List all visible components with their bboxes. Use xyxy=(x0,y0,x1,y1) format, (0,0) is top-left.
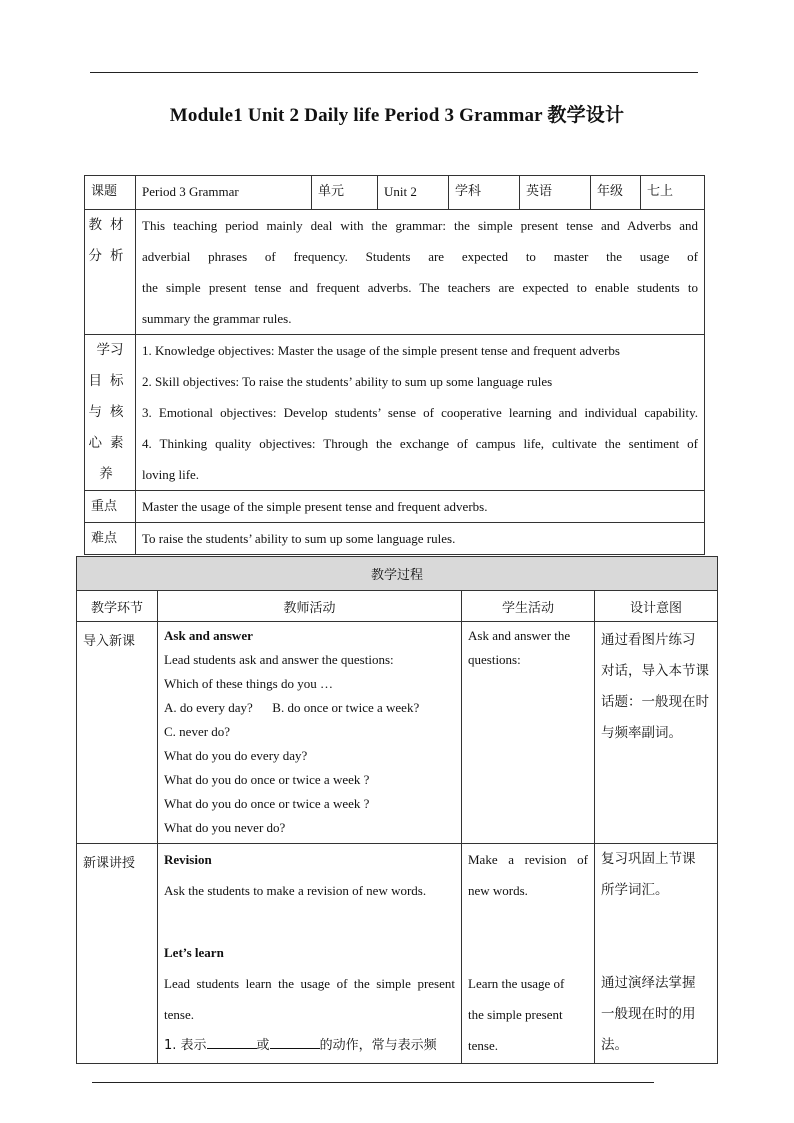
blank-1 xyxy=(207,1036,257,1049)
objectives-text: 1. Knowledge objectives: Master the usage of the simple present tense and frequent adverbs 2. Skill objectives: To raise the students’ ability to sum up some language rules 3. Emotional objectives: Develop students’ sense of cooperative learning and individual capability. 4. Thinking quality objectives: Through the exchange of campus life, cultivate the sentiment of loving life. xyxy=(136,335,705,491)
column-stage: 教学环节 xyxy=(77,591,158,622)
column-student: 学生活动 xyxy=(462,591,595,622)
objectives-label: 学习 目标 与核 心素 养 xyxy=(85,335,136,491)
course-label: 课题 xyxy=(85,176,136,210)
unit-value: Unit 2 xyxy=(378,176,449,210)
teacher-activity-title: Ask and answer xyxy=(164,628,253,643)
document-title: Module1 Unit 2 Daily life Period 3 Grammar 教学设计 xyxy=(169,105,625,126)
lets-learn-title: Let’s learn xyxy=(164,945,224,960)
student-activity-lead-in: Ask and answer the questions: xyxy=(462,622,595,844)
grade-value: 七上 xyxy=(641,176,705,210)
unit-label: 单元 xyxy=(312,176,378,210)
key-point-text: Master the usage of the simple present tense and frequent adverbs. xyxy=(136,491,705,523)
revision-title: Revision xyxy=(164,852,212,867)
teacher-activity-new-lesson: Revision Ask the students to make a revision of new words. Let’s learn Lead students learn the usage of the simple present tense. 1. 表示 或 的动作，常与表示频 xyxy=(158,844,462,1064)
subject-label: 学科 xyxy=(449,176,520,210)
column-teacher: 教师活动 xyxy=(158,591,462,622)
column-intent: 设计意图 xyxy=(595,591,718,622)
course-value: Period 3 Grammar xyxy=(136,176,312,210)
grade-label: 年级 xyxy=(591,176,641,210)
stage-new-lesson: 新课讲授 xyxy=(77,844,158,1064)
analysis-label: 教材 分析 xyxy=(85,210,136,335)
teacher-activity-lead-in: Ask and answer Lead students ask and answer the questions: Which of these things do you … A. do every day? B. do once or twice a week? C. never do? What do you do every day? What do you do once or twice a week ? What do you do once or twice a week ? What do you never do? xyxy=(158,622,462,844)
subject-value: 英语 xyxy=(520,176,591,210)
blank-2 xyxy=(270,1036,320,1049)
fill-in-item: 1. 表示 或 的动作，常与表示频 xyxy=(164,1038,437,1053)
difficulty-label: 难点 xyxy=(85,523,136,555)
design-intent-lead-in: 通过看图片练习 对话，导入本节课 话题：一般现在时 与频率副词。 xyxy=(595,622,718,844)
difficulty-text: To raise the students’ ability to sum up some language rules. xyxy=(136,523,705,555)
footer-rule xyxy=(92,1082,654,1083)
student-activity-new-lesson: Make a revision of new words. Learn the usage of the simple present tense. xyxy=(462,844,595,1064)
key-point-label: 重点 xyxy=(85,491,136,523)
lesson-info-table xyxy=(84,175,705,555)
teaching-process-table xyxy=(76,556,718,1064)
process-header: 教学过程 xyxy=(77,557,718,591)
header-rule xyxy=(90,72,698,73)
analysis-text: This teaching period mainly deal with the grammar: the simple present tense and Adverbs and adverbial phrases of frequency. Students are expected to master the usage of the simple present tense and frequent adverbs. The teachers are expected to enable students to summary the grammar rules. xyxy=(136,210,705,335)
design-intent-new-lesson: 复习巩固上节课 所学词汇。 通过演绎法掌握 一般现在时的用 法。 xyxy=(595,844,718,1064)
stage-lead-in: 导入新课 xyxy=(77,622,158,844)
